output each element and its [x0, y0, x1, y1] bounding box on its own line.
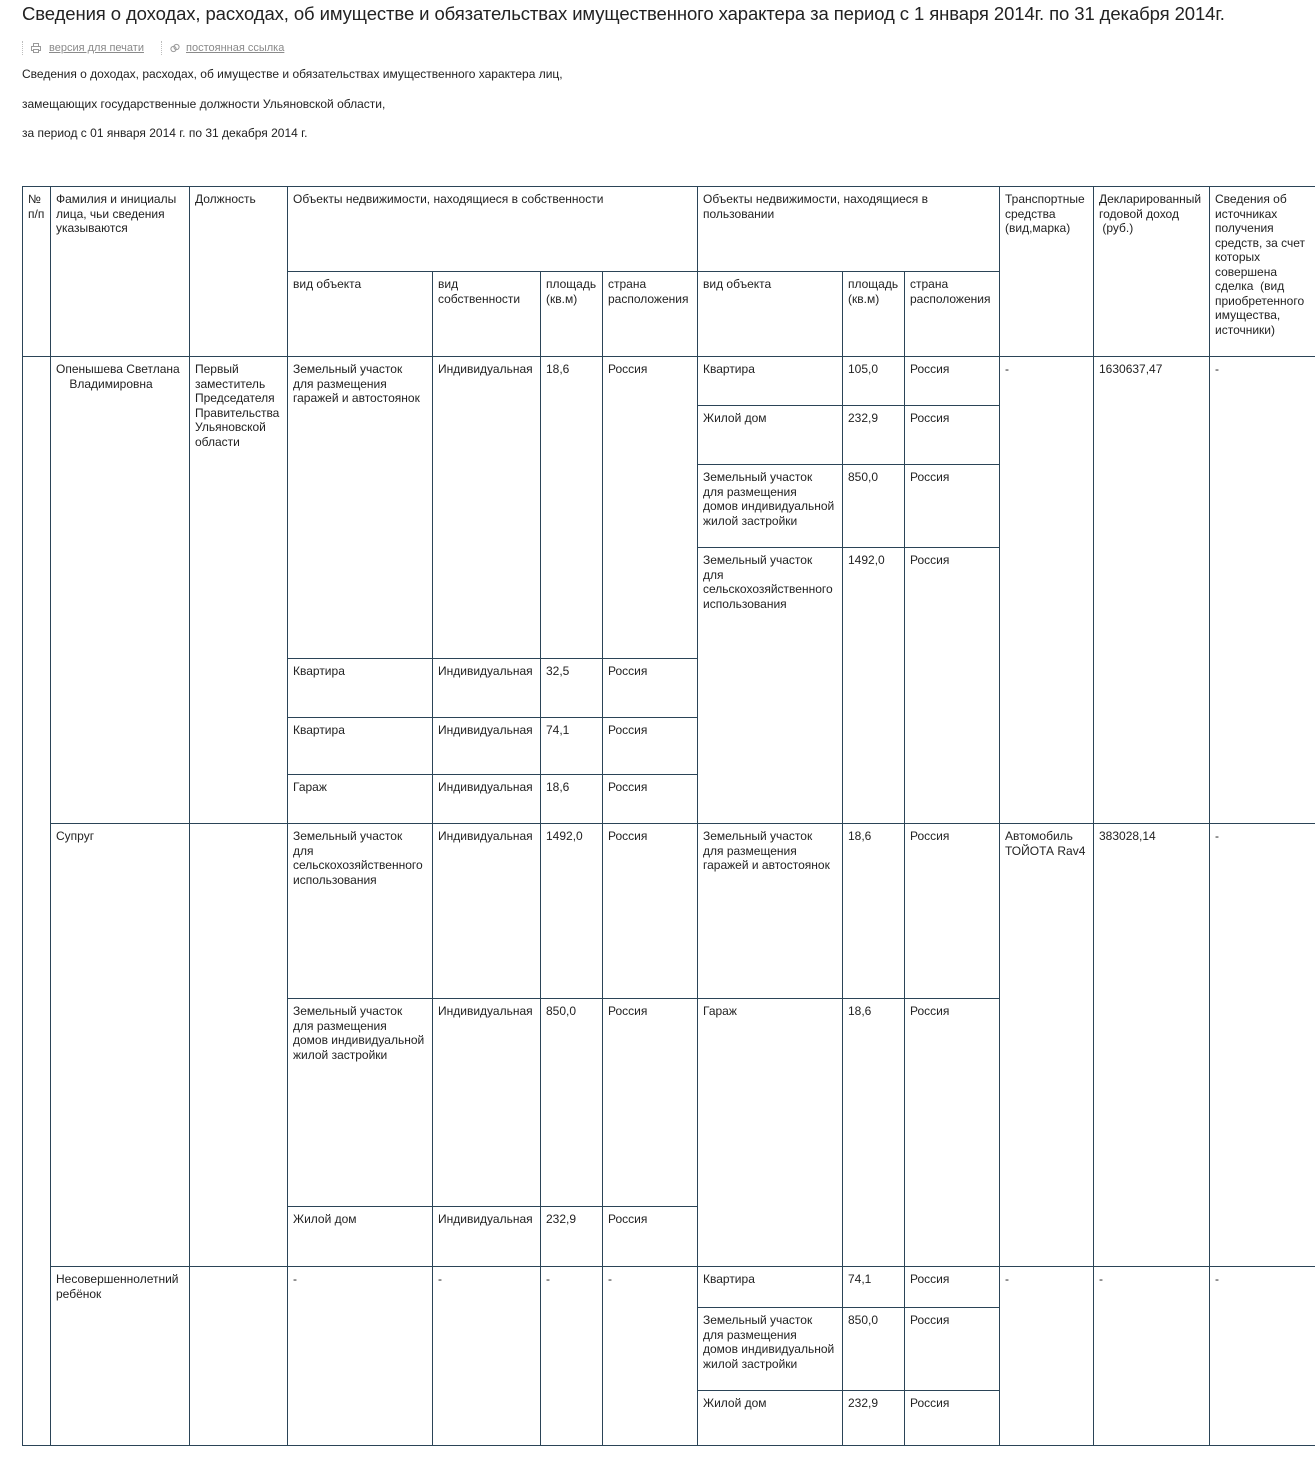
person-position-line: Председателя — [195, 391, 275, 405]
used-type — [703, 829, 830, 873]
header-owned-ownership-line: вид — [438, 277, 459, 291]
used-country: Россия — [910, 553, 950, 567]
owned-type — [293, 829, 423, 887]
used-type-line: гаражей и автостоянок — [703, 858, 830, 872]
table-gridline — [697, 405, 1000, 406]
owned-area: 74,1 — [546, 723, 570, 737]
header-used-area — [848, 277, 898, 306]
header-owned-type — [293, 277, 361, 292]
person-position-line: Ульяновской — [195, 420, 266, 434]
table-gridline — [999, 186, 1000, 1446]
table-gridline — [842, 271, 843, 1446]
table-gridline — [22, 356, 1315, 357]
owned-country: Россия — [608, 723, 648, 737]
used-type-line: жилой застройки — [703, 513, 798, 528]
header-owned-country — [608, 277, 688, 306]
header-sources-line: сделка (вид — [1215, 279, 1285, 293]
header-sources-line: Сведения об — [1215, 192, 1287, 206]
header-used-area-line: площадь — [848, 277, 899, 291]
header-num-line: № — [28, 192, 41, 206]
table-gridline — [287, 186, 288, 1446]
person-name-line: Несовершеннолетний — [56, 1272, 179, 1286]
owned-country: Россия — [608, 1004, 648, 1018]
owned-type — [293, 723, 345, 738]
used-type — [703, 1272, 755, 1287]
used-type — [703, 362, 755, 377]
used-type-line: Земельный участок — [703, 1313, 813, 1327]
person-vehicles — [1005, 1272, 1009, 1287]
header-used-group-line: пользовании — [703, 206, 775, 221]
header-num-line: п/п — [28, 206, 45, 221]
header-owned-group-line: Объекты недвижимости, находящиеся в собственности — [293, 192, 604, 206]
table-gridline — [697, 186, 698, 1446]
person-position — [195, 362, 279, 449]
header-sources-line: источники) — [1215, 322, 1276, 337]
header-vehicles-line: Транспортные — [1005, 192, 1085, 206]
owned-country: Россия — [608, 829, 648, 843]
permanent-link[interactable] — [161, 41, 284, 55]
owned-type-line: Квартира — [293, 723, 345, 737]
owned-type-line: Земельный участок — [293, 362, 403, 376]
table-gridline — [904, 271, 905, 1446]
table-gridline — [287, 717, 698, 718]
used-type-line: для — [703, 567, 724, 582]
header-sources-line: получения — [1215, 221, 1274, 235]
used-type-line: сельскохозяйственного — [703, 582, 833, 596]
header-owned-area-line: (кв.м) — [546, 291, 578, 306]
person-name — [56, 829, 94, 844]
person-sources: - — [1215, 829, 1219, 843]
owned-type-line: для размещения — [293, 376, 387, 391]
owned-area: - — [546, 1272, 550, 1286]
person-sources: - — [1215, 362, 1219, 376]
header-name-line: лица, чьи сведения — [56, 206, 165, 221]
used-country: Россия — [910, 1004, 950, 1018]
person-position-line: области — [195, 434, 240, 449]
table-gridline — [50, 186, 51, 1446]
table-gridline — [287, 271, 1000, 272]
header-used-type-line: вид объекта — [703, 277, 772, 291]
used-area: 105,0 — [848, 362, 879, 376]
header-num — [28, 192, 44, 221]
person-name — [56, 1272, 179, 1301]
owned-area: 1492,0 — [546, 829, 583, 843]
owned-ownership: Индивидуальная — [438, 1212, 533, 1226]
header-sources-line: которых — [1215, 250, 1261, 264]
table-gridline — [540, 271, 541, 1446]
owned-type-line: домов индивидуальной — [293, 1033, 425, 1047]
owned-type — [293, 1272, 297, 1287]
person-sources: - — [1215, 1272, 1219, 1286]
owned-type-line: Земельный участок — [293, 1004, 403, 1018]
owned-type-line: Квартира — [293, 664, 345, 678]
person-name-line: Владимировна — [56, 376, 153, 391]
table-gridline — [287, 658, 698, 659]
owned-area: 850,0 — [546, 1004, 577, 1018]
used-type — [703, 1004, 737, 1019]
used-type-line: Жилой дом — [703, 411, 767, 425]
used-type-line: жилой застройки — [703, 1356, 798, 1371]
owned-area: 18,6 — [546, 780, 570, 794]
table-gridline — [697, 1390, 1000, 1391]
used-type-line: Квартира — [703, 362, 755, 376]
header-used-area-line: (кв.м) — [848, 291, 880, 306]
header-owned-area-line: площадь — [546, 277, 597, 291]
owned-ownership: Индивидуальная — [438, 1004, 533, 1018]
used-type-line: домов индивидуальной — [703, 1342, 835, 1356]
owned-type-line: Жилой дом — [293, 1212, 357, 1226]
header-position — [195, 192, 256, 207]
table-gridline — [602, 271, 603, 1446]
used-type-line: для размещения — [703, 484, 797, 499]
owned-type-line: Гараж — [293, 780, 327, 794]
person-vehicles — [1005, 362, 1009, 377]
table-gridline — [697, 464, 1000, 465]
used-area: 850,0 — [848, 470, 879, 484]
used-type-line: Земельный участок — [703, 829, 813, 843]
page-title: Сведения о доходах, расходах, об имуществе и обязательствах имущественного характера за период с 1 января 2014г. по 31 декабря 2014г. — [22, 3, 1225, 24]
person-income: - — [1099, 1272, 1103, 1286]
used-type-line: домов индивидуальной — [703, 499, 835, 513]
owned-type-line: жилой застройки — [293, 1047, 388, 1062]
header-sources-line: источниках — [1215, 206, 1278, 221]
table-gridline — [287, 1206, 698, 1207]
person-vehicles-line: - — [1005, 1272, 1009, 1286]
header-owned-group — [293, 192, 603, 207]
header-sources-line: совершена — [1215, 264, 1277, 279]
used-type-line: Квартира — [703, 1272, 755, 1286]
header-income-line: Декларированный — [1099, 192, 1202, 206]
used-type-line: Земельный участок — [703, 470, 813, 484]
table-gridline — [1093, 186, 1094, 1446]
person-position-line: заместитель — [195, 376, 266, 391]
header-owned-ownership — [438, 277, 520, 306]
intro-line-3: за период с 01 января 2014 г. по 31 декабря 2014 г. — [22, 126, 308, 140]
header-sources-line: средств, за счет — [1215, 235, 1306, 250]
header-used-type — [703, 277, 771, 292]
used-type — [703, 1396, 767, 1411]
table-gridline — [697, 547, 1000, 548]
intro-line-2: замещающих государственные должности Ульяновской области, — [22, 97, 386, 111]
header-sources-line: имущества, — [1215, 308, 1281, 322]
used-type-line: Гараж — [703, 1004, 737, 1018]
owned-type-line: для — [293, 843, 314, 858]
used-type-line: использования — [703, 596, 787, 611]
header-used-country-line: расположения — [910, 291, 991, 306]
table-gridline — [697, 998, 1000, 999]
owned-ownership: Индивидуальная — [438, 664, 533, 678]
header-used-group — [703, 192, 928, 221]
used-type — [703, 553, 833, 611]
owned-ownership: Индивидуальная — [438, 780, 533, 794]
person-name-line: Супруг — [56, 829, 95, 843]
owned-type-line: сельскохозяйственного — [293, 858, 423, 872]
used-area: 18,6 — [848, 1004, 872, 1018]
owned-country: Россия — [608, 664, 648, 678]
table-gridline — [189, 186, 190, 1446]
person-vehicles — [1005, 829, 1085, 858]
print-version-link[interactable] — [22, 41, 144, 55]
owned-ownership: - — [438, 1272, 442, 1286]
used-country: Россия — [910, 1272, 950, 1286]
header-owned-type-line: вид объекта — [293, 277, 362, 291]
header-used-group-line: Объекты недвижимости, находящиеся в — [703, 192, 928, 206]
table-gridline — [50, 823, 1315, 824]
table-gridline — [287, 774, 698, 775]
person-position-line: Правительства — [195, 405, 280, 420]
used-country: Россия — [910, 362, 950, 376]
used-country: Россия — [910, 411, 950, 425]
person-vehicles-line: ТОЙОТА Rav4 — [1005, 843, 1086, 858]
used-area: 18,6 — [848, 829, 872, 843]
header-owned-ownership-line: собственности — [438, 291, 521, 306]
header-name-line: Фамилия и инициалы — [56, 192, 177, 206]
permanent-link-label[interactable]: постоянная ссылка — [186, 42, 285, 54]
owned-area: 18,6 — [546, 362, 570, 376]
owned-type-line: для размещения — [293, 1018, 387, 1033]
owned-country: Россия — [608, 362, 648, 376]
owned-type — [293, 1004, 424, 1062]
used-country: Россия — [910, 470, 950, 484]
table-gridline — [1209, 186, 1210, 1446]
owned-country: Россия — [608, 1212, 648, 1226]
header-owned-country-line: страна — [608, 277, 647, 291]
owned-country: Россия — [608, 780, 648, 794]
owned-area: 32,5 — [546, 664, 570, 678]
person-income: 1630637,47 — [1099, 362, 1163, 376]
header-name — [56, 192, 176, 236]
owned-type — [293, 780, 327, 795]
used-type-line: для размещения — [703, 1327, 797, 1342]
owned-type — [293, 1212, 357, 1227]
owned-country: - — [608, 1272, 612, 1286]
used-area: 232,9 — [848, 1396, 879, 1410]
owned-type-line: Земельный участок — [293, 829, 403, 843]
used-type — [703, 1313, 834, 1371]
owned-type-line: использования — [293, 872, 377, 887]
header-position-line: Должность — [195, 192, 256, 206]
used-area: 850,0 — [848, 1313, 879, 1327]
used-type-line: для размещения — [703, 843, 797, 858]
table-gridline — [287, 998, 698, 999]
person-income: 383028,14 — [1099, 829, 1156, 843]
person-vehicles-line: Автомобиль — [1005, 829, 1073, 843]
used-country: Россия — [910, 1396, 950, 1410]
header-vehicles — [1005, 192, 1085, 236]
header-income-line: годовой доход — [1099, 206, 1179, 221]
printer-icon — [31, 43, 41, 53]
owned-ownership: Индивидуальная — [438, 723, 533, 737]
intro-line-1: Сведения о доходах, расходах, об имуществе и обязательствах имущественного характера лиц, — [22, 67, 563, 81]
used-type-line: Земельный участок — [703, 553, 813, 567]
person-name — [56, 362, 180, 391]
owned-type-line: - — [293, 1272, 297, 1286]
owned-type — [293, 362, 420, 406]
header-owned-area — [546, 277, 596, 306]
used-type-line: Жилой дом — [703, 1396, 767, 1410]
used-country: Россия — [910, 829, 950, 843]
owned-area: 232,9 — [546, 1212, 577, 1226]
header-used-country-line: страна — [910, 277, 949, 291]
owned-type — [293, 664, 345, 679]
person-position-line: Первый — [195, 362, 239, 376]
owned-ownership: Индивидуальная — [438, 362, 533, 376]
owned-type-line: гаражей и автостоянок — [293, 391, 420, 405]
header-sources-line: приобретенного — [1215, 293, 1305, 308]
header-used-country — [910, 277, 990, 306]
table-gridline — [432, 271, 433, 1446]
used-area: 232,9 — [848, 411, 879, 425]
person-name-line: ребёнок — [56, 1286, 102, 1301]
table-gridline — [50, 1266, 1315, 1267]
used-type — [703, 411, 767, 426]
print-version-label[interactable]: версия для печати — [49, 42, 144, 54]
header-income-line: (руб.) — [1099, 221, 1134, 235]
person-name-line: Опенышева Светлана — [56, 362, 180, 376]
person-vehicles-line: - — [1005, 362, 1009, 376]
used-type — [703, 470, 834, 528]
declarations-table — [22, 186, 1315, 1446]
header-vehicles-line: (вид,марка) — [1005, 221, 1071, 235]
owned-ownership: Индивидуальная — [438, 829, 533, 843]
header-sources — [1215, 192, 1305, 337]
header-income — [1099, 192, 1201, 236]
header-vehicles-line: средства — [1005, 206, 1056, 221]
link-icon — [170, 43, 180, 53]
used-country: Россия — [910, 1313, 950, 1327]
used-area: 1492,0 — [848, 553, 885, 567]
header-name-line: указываются — [56, 221, 128, 235]
used-area: 74,1 — [848, 1272, 872, 1286]
header-owned-country-line: расположения — [608, 291, 689, 306]
table-gridline — [697, 1307, 1000, 1308]
